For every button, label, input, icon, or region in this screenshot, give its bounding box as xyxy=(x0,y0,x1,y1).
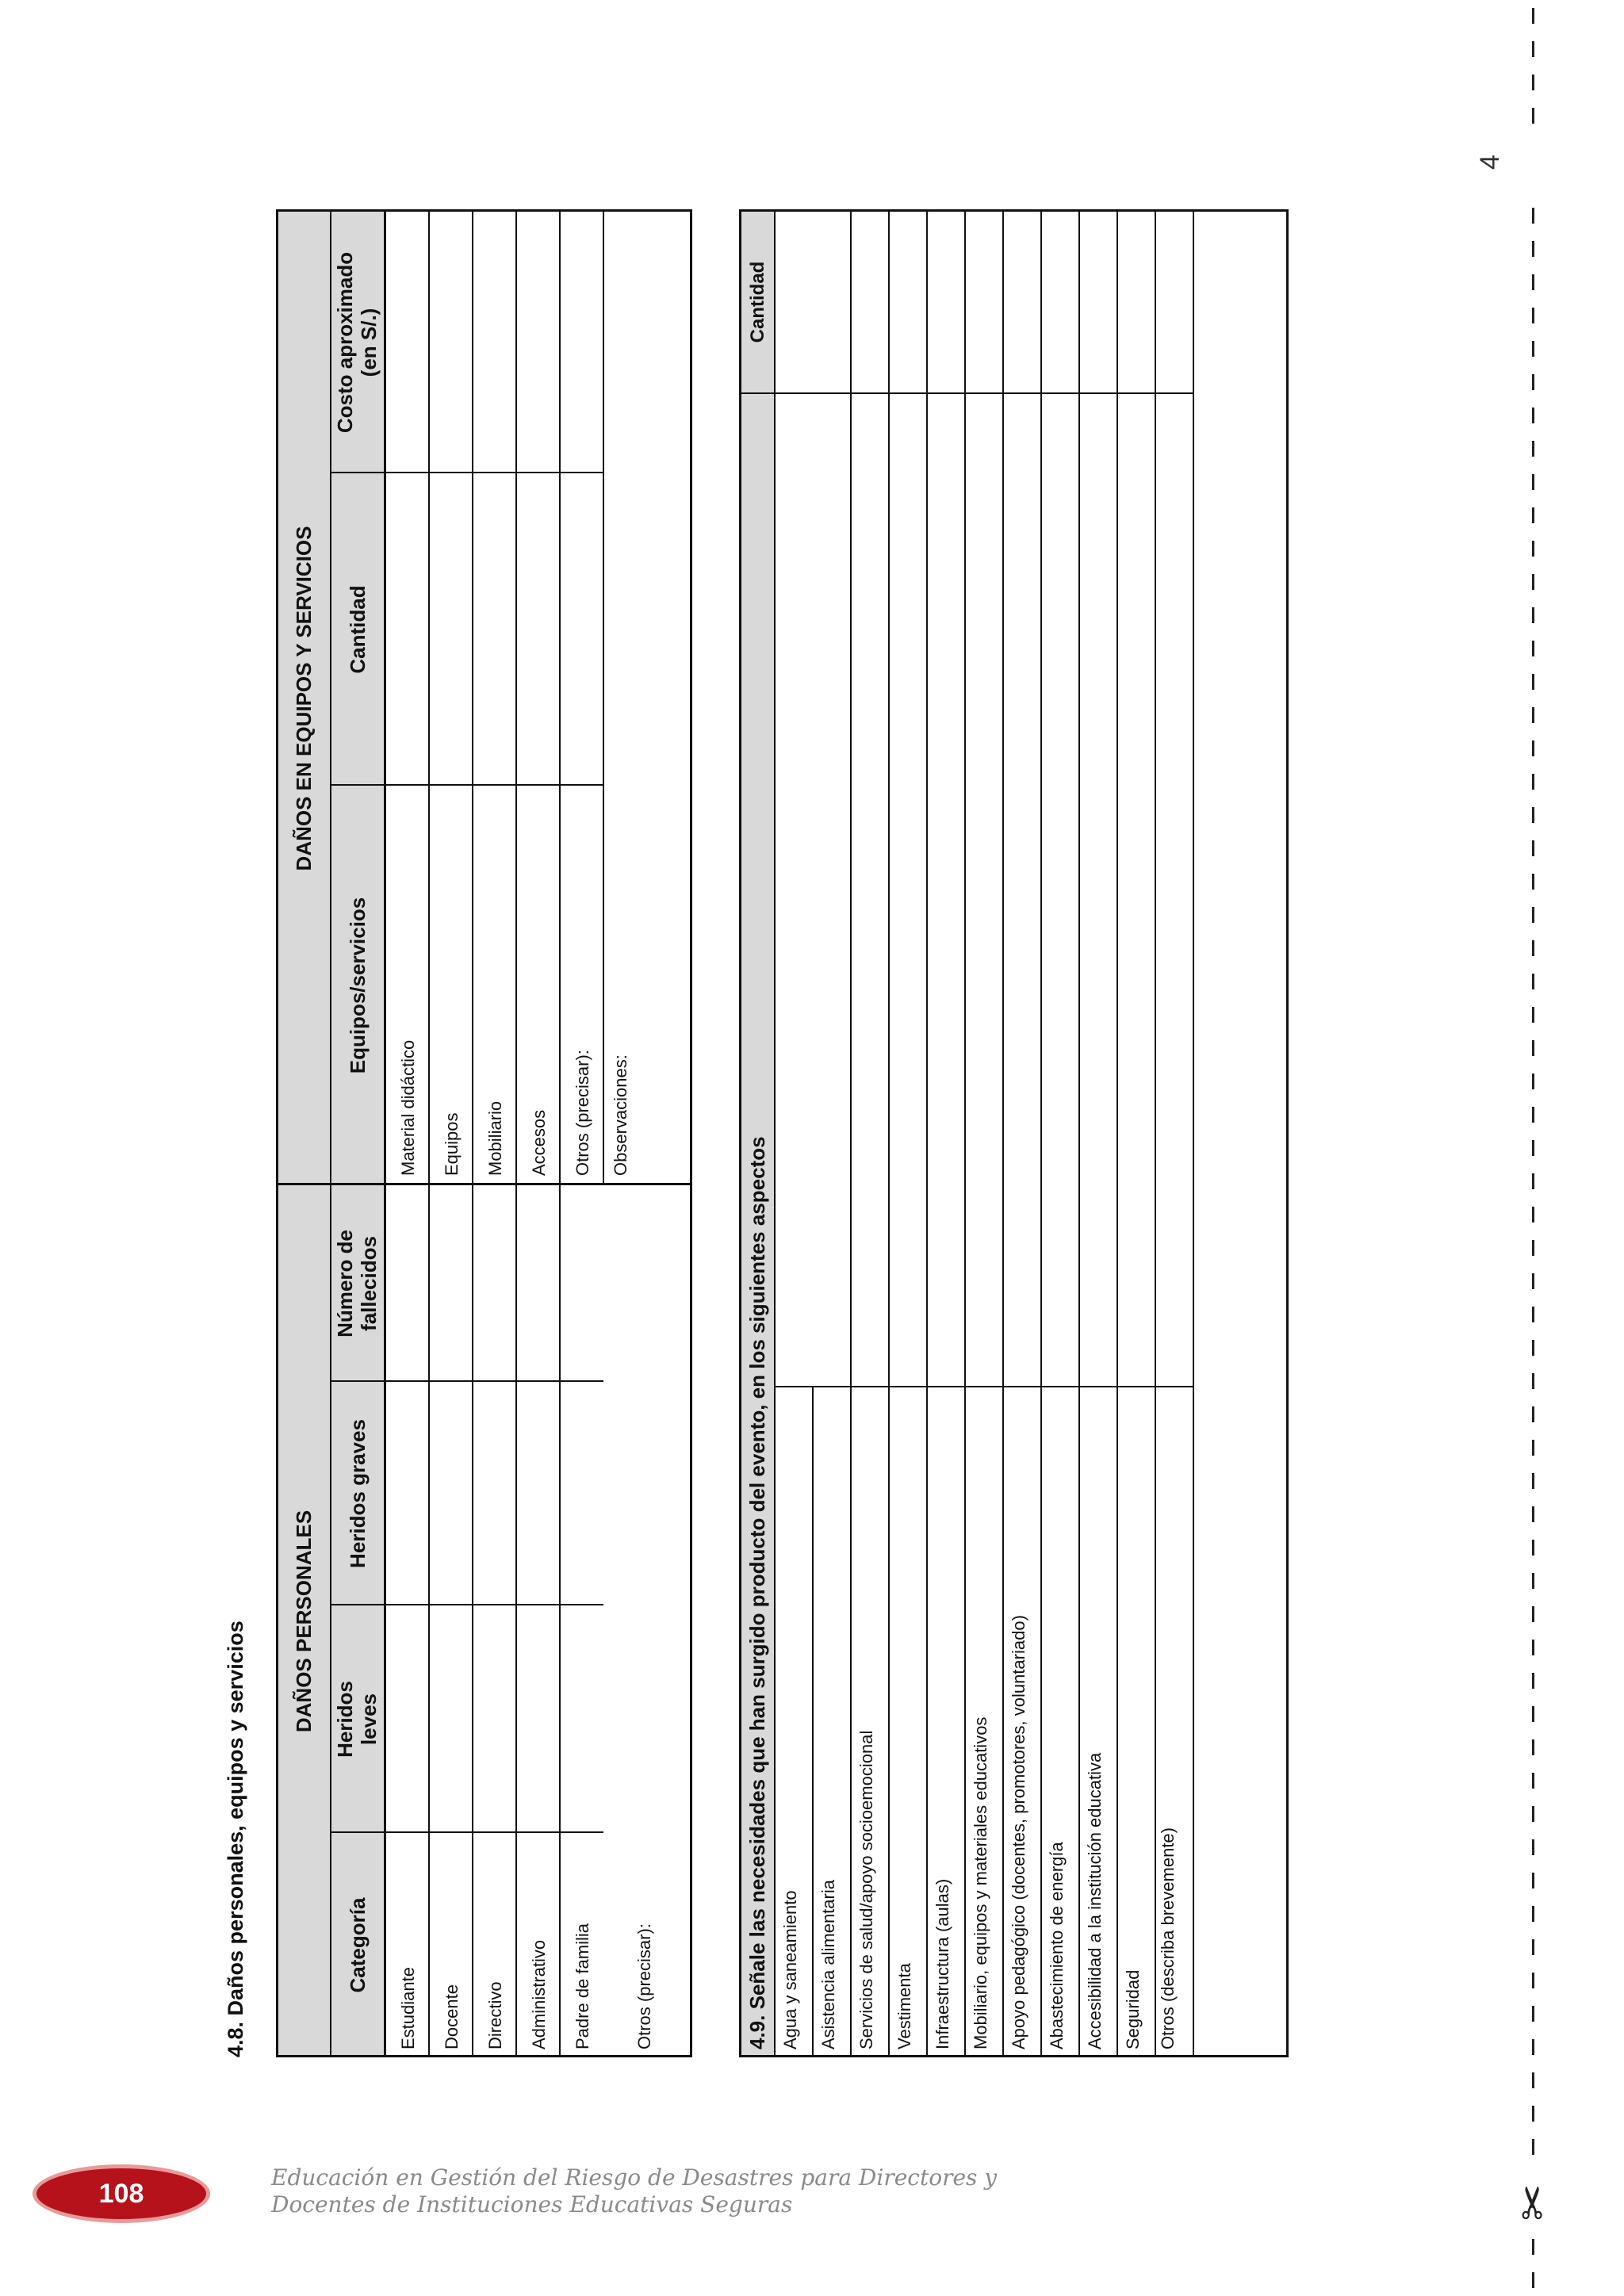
need-energia: Abastecimiento de energía xyxy=(1047,1842,1067,2049)
need-alimentaria: Asistencia alimentaria xyxy=(818,1880,838,2049)
cut-line-dash xyxy=(1532,1906,1534,1922)
need-salud: Servicios de salud/apoyo socioemocional xyxy=(856,1730,876,2049)
cut-line-dash xyxy=(1532,274,1534,290)
need-otros: Otros (describa brevemente) xyxy=(1158,1827,1178,2049)
cut-line-dash xyxy=(1532,308,1534,323)
footer-text: Educación en Gestión del Riesgo de Desastres para Directores y Docentes de Instituciones Educativas Seguras xyxy=(271,2164,998,2218)
cut-line-dash xyxy=(1532,2039,1534,2055)
cut-line-dash xyxy=(1532,807,1534,823)
page-index: 4 xyxy=(1474,155,1505,170)
cut-line-dash xyxy=(1532,774,1534,790)
need-apoyo-pedagogico: Apoyo pedagógico (docentes, promotores, voluntariado) xyxy=(1009,1615,1028,2049)
cut-line-dash xyxy=(1532,2006,1534,2022)
cut-line-dash xyxy=(1532,8,1534,24)
cut-line-dash xyxy=(1532,1073,1534,1089)
category-docente: Docente xyxy=(442,1984,462,2049)
cut-line-dash xyxy=(1532,1573,1534,1589)
category-otros: Otros (precisar): xyxy=(634,1923,654,2049)
cut-line-dash xyxy=(1532,1640,1534,1655)
section-48-title: 4.8. Daños personales, equipos y servicios xyxy=(224,1621,247,2057)
cut-line-dash xyxy=(1532,408,1534,423)
category-estudiante: Estudiante xyxy=(398,1967,418,2049)
cut-line-dash xyxy=(1532,974,1534,989)
category-directivo: Directivo xyxy=(485,1981,505,2049)
cut-line-dash xyxy=(1532,241,1534,257)
col-fallecidos: Número de fallecidos xyxy=(333,1230,381,1337)
cut-line-dash xyxy=(1532,374,1534,390)
cut-line-dash xyxy=(1532,1706,1534,1722)
cut-line-dash xyxy=(1532,541,1534,557)
need-seguridad: Seguridad xyxy=(1123,1969,1143,2049)
cut-line-dash xyxy=(1532,874,1534,890)
page-number-badge: 108 xyxy=(36,2168,206,2219)
cut-line-dash xyxy=(1532,2072,1534,2088)
cut-line-dash xyxy=(1532,2106,1534,2122)
scissors-icon: ✂ xyxy=(1507,2183,1558,2221)
cut-line-dash xyxy=(1532,75,1534,90)
section-49-title: 4.9. Señale las necesidades que han surgido producto del evento, en los siguientes aspectos xyxy=(745,1136,769,2049)
cut-line-dash xyxy=(1532,607,1534,623)
cut-line-dash xyxy=(1532,208,1534,224)
equipo-accesos: Accesos xyxy=(529,1109,549,1176)
cut-line-dash xyxy=(1532,1473,1534,1489)
need-agua: Agua y saneamiento xyxy=(780,1890,800,2049)
cut-line-dash xyxy=(1532,1107,1534,1123)
cut-line-dash xyxy=(1532,1939,1534,1955)
need-infraestructura: Infraestructura (aulas) xyxy=(933,1878,952,2049)
cut-line-dash xyxy=(1532,1207,1534,1223)
cut-line-dash xyxy=(1532,1373,1534,1389)
cut-line-dash xyxy=(1532,1973,1534,1988)
equipment-damage-header: DAÑOS EN EQUIPOS Y SERVICIOS xyxy=(292,526,316,871)
cut-line-dash xyxy=(1532,1440,1534,1456)
cut-line-dash xyxy=(1532,1839,1534,1855)
cut-line-dash xyxy=(1532,641,1534,656)
cut-line-dash xyxy=(1532,2239,1534,2255)
cut-line-dash xyxy=(1532,1140,1534,1156)
col-heridos-leves: Heridos leves xyxy=(333,1681,381,1758)
need-vestimenta: Vestimenta xyxy=(894,1963,914,2049)
col-cantidad: Cantidad xyxy=(346,585,370,674)
cut-line-dash xyxy=(1532,907,1534,923)
cut-line-dash xyxy=(1532,507,1534,523)
cut-line-dash xyxy=(1532,1773,1534,1789)
col-equipos-servicios: Equipos/servicios xyxy=(346,897,370,1074)
personal-damage-header: DAÑOS PERSONALES xyxy=(292,1510,316,1733)
cut-line-dash xyxy=(1532,474,1534,490)
cut-line-dash xyxy=(1532,740,1534,756)
cut-line-dash xyxy=(1532,1173,1534,1189)
need-accesibilidad: Accesibilidad a la institución educativa xyxy=(1085,1752,1105,2049)
cut-line-dash xyxy=(1532,1873,1534,1888)
cut-line-dash xyxy=(1532,1406,1534,1422)
equipo-mobiliario: Mobiliario xyxy=(485,1100,505,1176)
observaciones-label: Observaciones: xyxy=(611,1054,630,1176)
cut-line-dash xyxy=(1532,1340,1534,1356)
col-heridos-graves: Heridos graves xyxy=(346,1419,370,1568)
cut-line-dash xyxy=(1532,1240,1534,1256)
col-categoria: Categoría xyxy=(346,1897,370,1993)
cut-line-dash xyxy=(1532,1806,1534,1822)
cut-line-dash xyxy=(1532,1673,1534,1689)
category-padre-familia: Padre de familia xyxy=(573,1923,592,2049)
cut-line-dash xyxy=(1532,441,1534,457)
cut-line-dash xyxy=(1532,674,1534,690)
cut-line-dash xyxy=(1532,2272,1534,2288)
need-mobiliario: Mobiliario, equipos y materiales educativos xyxy=(971,1716,990,2049)
rotated-form xyxy=(214,59,1483,2057)
category-administrativo: Administrativo xyxy=(529,1939,549,2049)
cut-line-dash xyxy=(1532,1540,1534,1556)
equipo-material-didactico: Material didáctico xyxy=(398,1039,418,1176)
cut-line-dash xyxy=(1532,341,1534,357)
cut-line-dash xyxy=(1532,41,1534,57)
equipo-equipos: Equipos xyxy=(442,1112,462,1176)
cut-line-dash xyxy=(1532,940,1534,956)
cut-line-dash xyxy=(1532,840,1534,856)
equipo-otros: Otros (precisar): xyxy=(573,1050,592,1176)
cut-line-dash xyxy=(1532,1007,1534,1023)
col-49-cantidad: Cantidad xyxy=(747,261,768,343)
cut-line-dash xyxy=(1532,1307,1534,1322)
cut-line-dash xyxy=(1532,108,1534,124)
cut-line-dash xyxy=(1532,1040,1534,1056)
cut-line-dash xyxy=(1532,2139,1534,2155)
cut-line-dash xyxy=(1532,707,1534,723)
cut-line-dash xyxy=(1532,574,1534,590)
cut-line-dash xyxy=(1532,1273,1534,1289)
cut-line-dash xyxy=(1532,1606,1534,1622)
col-costo: Costo aproximado (en S/.) xyxy=(333,251,381,434)
cut-line-dash xyxy=(1532,1506,1534,1522)
cut-line-dash xyxy=(1532,1739,1534,1755)
